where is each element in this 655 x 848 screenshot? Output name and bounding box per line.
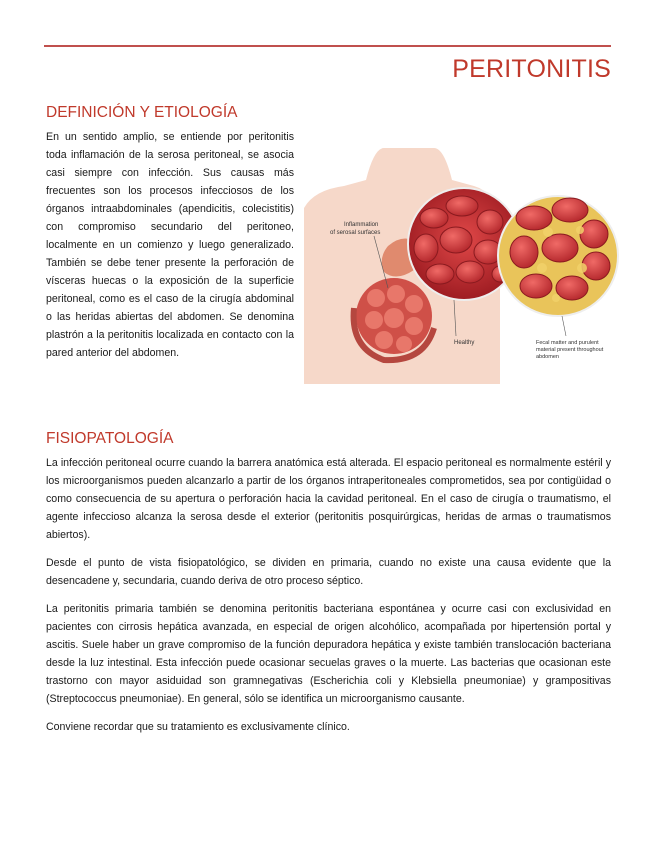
- label-inflammation-line2: of serosal surfaces: [330, 230, 381, 236]
- definition-paragraph: En un sentido amplio, se entiende por peritonitis toda inflamación de la serosa peritoneal, se asocia casi siempre con infección. Sus causas más frecuentes son los procesos infecciosos de los órganos intraabdominales (apendicitis, colecistitis) con compromiso secundario del peritoneo, localmente en un comienzo y luego generalizado. También se debe tener presente la perforación de vísceras huecas o la exposición de la superficie peritoneal, como es el caso de la cirugía abdominal o las heridas abiertas del abdomen. Se denomina plastrón a la peritonitis localizada en contacto con la pared anterior del abdomen.: [46, 131, 294, 359]
- header-rule: [44, 45, 611, 47]
- label-healthy: Healthy: [454, 340, 475, 346]
- physiopathology-paragraph-4: Conviene recordar que su tratamiento es exclusivamente clínico.: [46, 721, 350, 733]
- physiopathology-paragraph-2: Desde el punto de vista fisiopatológico, se dividen en primaria, cuando no existe una causa evidente que la desencadene y, secundaria, cuando deriva de otro proceso séptico.: [46, 557, 611, 587]
- physiopathology-body: [46, 454, 611, 746]
- label-inflammation-line1: Inflammation: [344, 222, 379, 228]
- label-fecal-line1: Fecal matter and purulent: [536, 340, 599, 346]
- definition-heading: DEFINICIÓN Y ETIOLOGÍA: [46, 104, 238, 121]
- physiopathology-paragraph-1: La infección peritoneal ocurre cuando la barrera anatómica está alterada. El espacio peritoneal es normalmente estéril y los microorganismos pueden alcanzarlo a partir de los órganos intraperitoneales comprometidos, sea por contigüidad o como consecuencia de su apertura o perforación hacia la cavidad peritoneal. En el caso de cirugía o traumatismo, el agente infeccioso alcanza la serosa desde el exterior (peritonitis posquirúrgicas, heridas de armas o traumatismos abiertos).: [46, 457, 611, 541]
- page-title: PERITONITIS: [452, 55, 611, 83]
- peritonitis-illustration: [304, 148, 620, 384]
- label-fecal-line3: abdomen: [536, 354, 559, 360]
- physiopathology-paragraph-3: La peritonitis primaria también se denomina peritonitis bacteriana espontánea y ocurre casi con exclusividad en pacientes con cirrosis hepática avanzada, en especial de origen alcohólico, acompañada por hipertensión portal y ascitis. Suele haber un grave compromiso de la función depuradora hepática y existe también translocación bacteriana desde la luz intestinal. Esta infección puede ocasionar secuelas graves o la muerte. Las bacterias que ocasionan este trastorno con mayor asiduidad son gramnegativas (Escherichia coli y Klebsiella pneumoniae) y grampositivas (Streptococcus pneumoniae). En general, sólo se identifica un microorganismo causante.: [46, 603, 611, 705]
- label-fecal-line2: material present throughout: [536, 347, 604, 353]
- physiopathology-heading: FISIOPATOLOGÍA: [46, 430, 174, 447]
